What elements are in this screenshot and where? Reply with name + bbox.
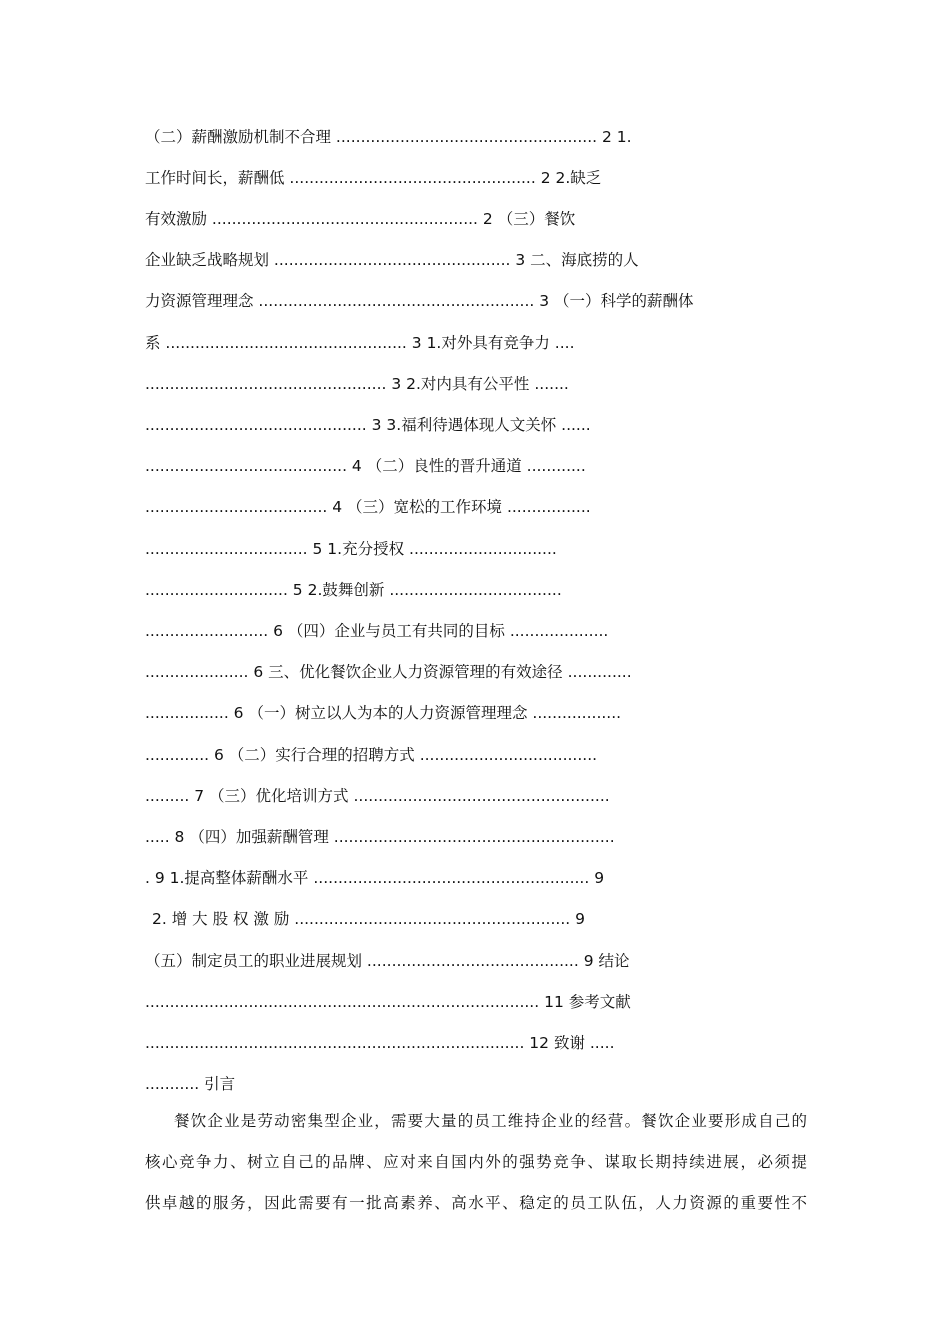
toc-line: 有效激励 ...................................................... 2 （三）餐饮 [145, 210, 576, 228]
toc-line: ................................................. 3 2.对内具有公平性 ....... [145, 375, 569, 393]
toc-line: ................................................................................ 11 参考文献 [145, 993, 631, 1011]
toc-line: 系 ................................................. 3 1.对外具有竞争力 .... [145, 334, 575, 352]
toc-line: 2. 增 大 股 权 激 励 ........................................................ 9 [152, 910, 585, 928]
toc-line: ............................................. 3 3.福利待遇体现人文关怀 ...... [145, 416, 591, 434]
toc-line: 力资源管理理念 ........................................................ 3 （一）科学的薪酬体 [145, 292, 694, 310]
toc-line: ................. 6 （一）树立以人为本的人力资源管理理念 .................. [145, 704, 622, 722]
toc-line: ..................................... 4 （三）宽松的工作环境 ................. [145, 498, 591, 516]
toc-line: ............................. 5 2.鼓舞创新 ................................... [145, 581, 562, 599]
toc-line: 工作时间长，薪酬低 .................................................. 2 2.缺乏 [145, 169, 602, 187]
toc-line: ......................... 6 （四）企业与员工有共同的目标 .................... [145, 622, 609, 640]
toc-line: ..................... 6 三、优化餐饮企业人力资源管理的有效途径 ............. [145, 663, 632, 681]
toc-line: ..... 8 （四）加强薪酬管理 ......................................................... [145, 828, 615, 846]
paragraph-line: 餐饮企业是劳动密集型企业，需要大量的员工维持企业的经营。餐饮企业要形成自己的 [174, 1112, 807, 1130]
toc-line: （五）制定员工的职业进展规划 ........................................... 9 结论 [145, 952, 630, 970]
toc-line: ................................. 5 1.充分授权 .............................. [145, 540, 557, 558]
toc-line: ............. 6 （二）实行合理的招聘方式 .................................... [145, 746, 598, 764]
toc-line: 企业缺乏战略规划 ................................................ 3 二、海底捞的人 [145, 251, 639, 269]
toc-line: ......................................... 4 （二）良性的晋升通道 ............ [145, 457, 586, 475]
toc-line: . 9 1.提高整体薪酬水平 ........................................................ 9 [145, 869, 605, 887]
toc-line: ........... 引言 [145, 1075, 236, 1093]
paragraph-line: 供卓越的服务，因此需要有一批高素养、高水平、稳定的员工队伍，人力资源的重要性不 [145, 1194, 807, 1212]
toc-line: ............................................................................. 12 致谢 ..... [145, 1034, 615, 1052]
paragraph-line: 核心竞争力、树立自己的品牌、应对来自国内外的强势竞争、谋取长期持续进展，必须提 [145, 1153, 807, 1171]
toc-line: ......... 7 （三）优化培训方式 .................................................... [145, 787, 610, 805]
toc-line: （二）薪酬激励机制不合理 ..................................................... 2 1. [145, 128, 632, 146]
